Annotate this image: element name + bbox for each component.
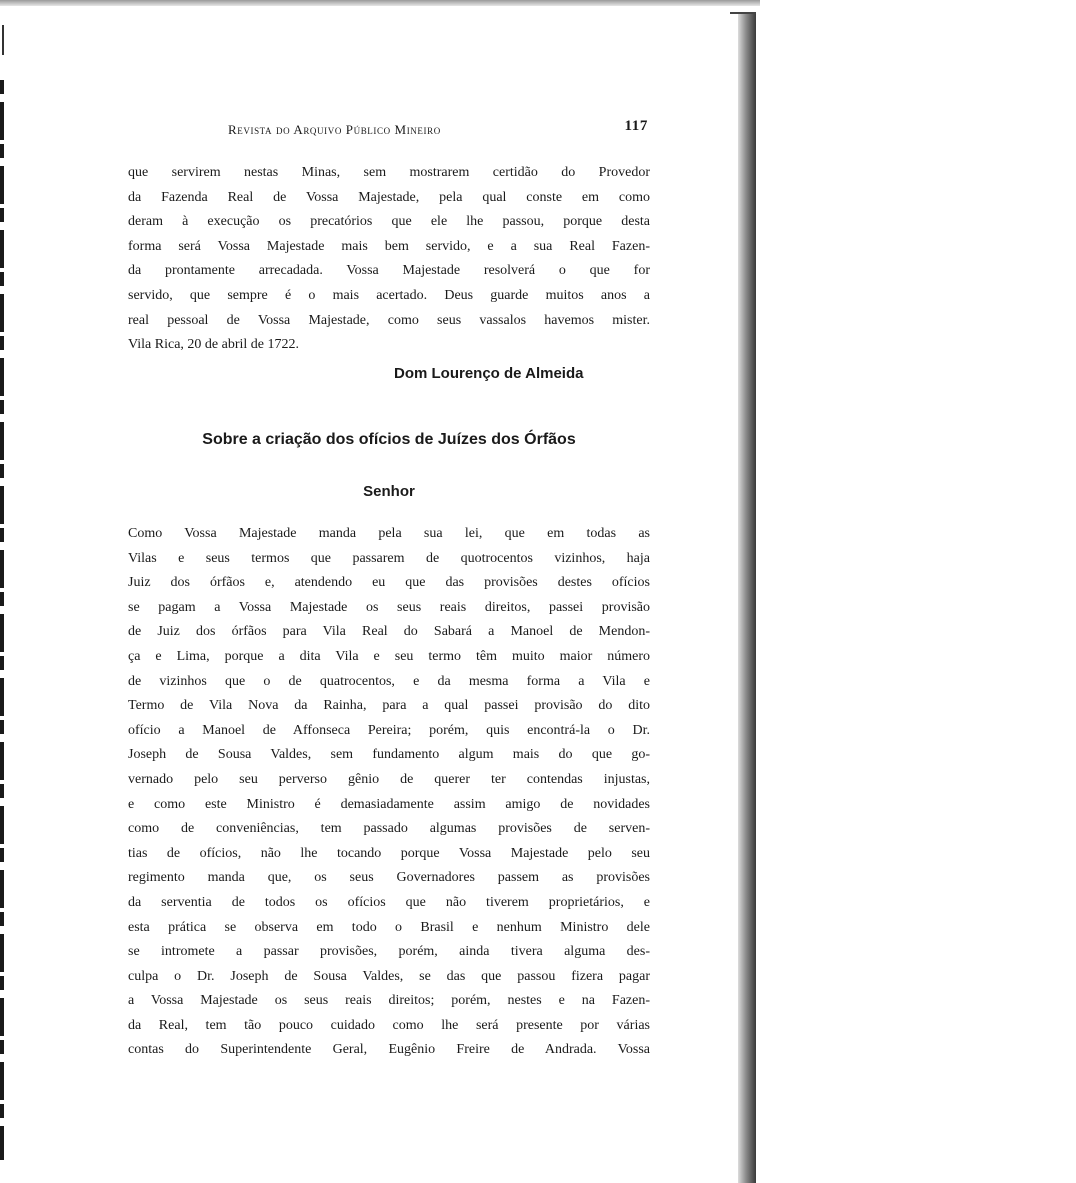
text-line: esta prática se observa em todo o Brasil e nenhum Ministro dele [128, 919, 650, 935]
text-line: se pagam a Vossa Majestade os seus reais direitos, passei provisão [128, 599, 650, 615]
text-line: Joseph de Sousa Valdes, sem fundamento algum mais do que go- [128, 747, 650, 763]
paragraph-letter-end [128, 161, 650, 358]
text-line: da Real, tem tão pouco cuidado como lhe será presente por várias [128, 1017, 650, 1033]
text-line: como de conveniências, tem passado algumas provisões de serven- [128, 821, 650, 837]
text-line: regimento manda que, os seus Governadores passem as provisões [128, 870, 650, 886]
text-line: Vilas e seus termos que passarem de quotrocentos vizinhos, haja [128, 550, 650, 566]
text-line: tias de ofícios, não lhe tocando porque Vossa Majestade pelo seu [128, 845, 650, 861]
left-margin-mark [2, 25, 8, 55]
salutation: Senhor [363, 483, 415, 500]
text-line: servido, que sempre é o mais acertado. Deus guarde muitos anos a [128, 287, 650, 303]
text-line: da Fazenda Real de Vossa Majestade, pela qual conste em como [128, 189, 650, 205]
text-line: que servirem nestas Minas, sem mostrarem certidão do Provedor [128, 165, 650, 180]
text-line: da serventia de todos os ofícios que não tiverem proprietários, e [128, 894, 650, 910]
paragraph-letter-body [128, 522, 650, 1063]
text-line: deram à execução os precatórios que ele lhe passou, porque desta [128, 214, 650, 230]
text-line: Juiz dos órfãos e, atendendo eu que das provisões destes ofícios [128, 575, 650, 591]
page-number: 117 [624, 118, 648, 134]
journal-title: Revista do Arquivo Público Mineiro [228, 122, 441, 137]
text-line: de vizinhos que o de quatrocentos, e da mesma forma a Vila e [128, 673, 650, 689]
text-line: Vila Rica, 20 de abril de 1722. [128, 337, 300, 353]
left-page-edge [0, 80, 4, 1160]
text-line: vernado pelo seu perverso gênio de querer ter contendas injustas, [128, 771, 650, 787]
book-spine-shadow [738, 14, 756, 1183]
text-line: Como Vossa Majestade manda pela sua lei, que em todas as [128, 526, 650, 541]
signature: Dom Lourenço de Almeida [394, 365, 584, 382]
text-line: a Vossa Majestade os seus reais direitos; porém, nestes e na Fazen- [128, 993, 650, 1009]
running-header [228, 118, 648, 140]
document-page [128, 0, 656, 1183]
text-line: se intromete a passar provisões, porém, ainda tivera alguma des- [128, 944, 650, 960]
section-title: Sobre a criação dos ofícios de Juízes dos Órfãos [202, 431, 576, 448]
text-line: contas do Superintendente Geral, Eugênio Freire de Andrada. Vossa [128, 1042, 650, 1058]
text-line: e como este Ministro é demasiadamente assim amigo de novidades [128, 796, 650, 812]
text-line: culpa o Dr. Joseph de Sousa Valdes, se das que passou fizera pagar [128, 968, 650, 984]
text-line: ofício a Manoel de Affonseca Pereira; porém, quis encontrá-la o Dr. [128, 722, 650, 738]
text-line: da prontamente arrecadada. Vossa Majestade resolverá o que for [128, 263, 650, 279]
text-line: de Juiz dos órfãos para Vila Real do Sabará a Manoel de Mendon- [128, 624, 650, 640]
text-line: real pessoal de Vossa Majestade, como seus vassalos havemos mister. [128, 312, 650, 328]
text-line: Termo de Vila Nova da Rainha, para a qual passei provisão do dito [128, 698, 650, 714]
text-line: ça e Lima, porque a dita Vila e seu termo têm muito maior número [128, 648, 650, 664]
text-line: forma será Vossa Majestade mais bem servido, e a sua Real Fazen- [128, 238, 650, 254]
